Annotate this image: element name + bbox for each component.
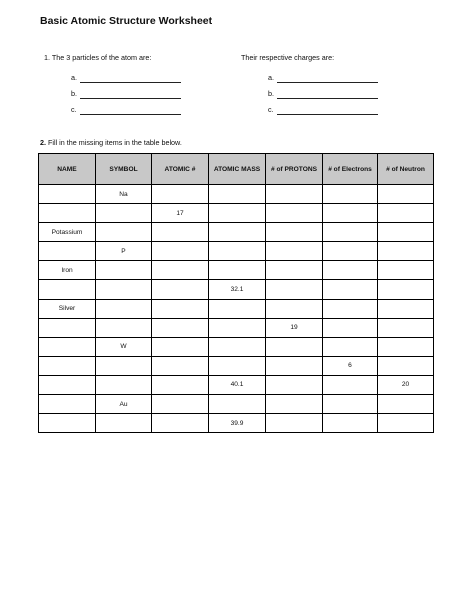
cell-atomic-mass[interactable] xyxy=(209,337,266,356)
blank-letter: b. xyxy=(268,89,274,98)
cell-electrons[interactable] xyxy=(323,318,378,337)
cell-symbol[interactable]: W xyxy=(96,337,152,356)
cell-atomic-number[interactable] xyxy=(152,356,209,375)
header-protons: # of PROTONS xyxy=(266,154,323,185)
cell-atomic-mass[interactable] xyxy=(209,395,266,414)
table-row xyxy=(39,223,434,242)
cell-electrons[interactable] xyxy=(323,223,378,242)
cell-neutrons[interactable] xyxy=(378,242,434,261)
cell-symbol[interactable]: Au xyxy=(96,395,152,414)
header-electrons: # of Electrons xyxy=(323,154,378,185)
question-1-prompt: 1. The 3 particles of the atom are: xyxy=(44,53,152,62)
header-atomic-mass: ATOMIC MASS xyxy=(209,154,266,185)
header-neutrons: # of Neutron xyxy=(378,154,434,185)
cell-symbol[interactable] xyxy=(96,204,152,223)
cell-name[interactable] xyxy=(39,356,96,375)
cell-neutrons[interactable] xyxy=(378,299,434,318)
cell-protons[interactable] xyxy=(266,299,323,318)
cell-symbol[interactable]: P xyxy=(96,242,152,261)
cell-symbol[interactable] xyxy=(96,223,152,242)
cell-symbol[interactable]: Na xyxy=(96,185,152,204)
cell-neutrons[interactable] xyxy=(378,204,434,223)
table-row xyxy=(39,356,434,375)
table-row xyxy=(39,318,434,337)
cell-symbol[interactable] xyxy=(96,375,152,394)
cell-atomic-mass[interactable] xyxy=(209,318,266,337)
question-2-text: Fill in the missing items in the table below. xyxy=(48,138,182,147)
cell-atomic-number[interactable]: 17 xyxy=(152,204,209,223)
table-row xyxy=(39,204,434,223)
cell-protons[interactable] xyxy=(266,223,323,242)
cell-neutrons[interactable] xyxy=(378,280,434,299)
cell-atomic-mass[interactable]: 39.9 xyxy=(209,414,266,433)
cell-protons[interactable] xyxy=(266,261,323,280)
cell-atomic-number[interactable] xyxy=(152,414,209,433)
cell-atomic-mass[interactable] xyxy=(209,242,266,261)
cell-atomic-number[interactable] xyxy=(152,337,209,356)
charge-blank-b[interactable] xyxy=(268,89,274,98)
table-row xyxy=(39,375,434,394)
cell-name[interactable] xyxy=(39,395,96,414)
cell-neutrons[interactable] xyxy=(378,223,434,242)
table-header-row xyxy=(39,154,434,185)
cell-name[interactable] xyxy=(39,280,96,299)
table-row xyxy=(39,242,434,261)
cell-atomic-number[interactable] xyxy=(152,395,209,414)
cell-atomic-mass[interactable] xyxy=(209,185,266,204)
blank-letter: b. xyxy=(71,89,77,98)
cell-protons[interactable] xyxy=(266,185,323,204)
cell-electrons[interactable] xyxy=(323,204,378,223)
cell-electrons[interactable] xyxy=(323,242,378,261)
cell-atomic-number[interactable] xyxy=(152,261,209,280)
cell-protons[interactable] xyxy=(266,337,323,356)
header-atomic-number: ATOMIC # xyxy=(152,154,209,185)
table-body xyxy=(39,185,434,433)
cell-name[interactable] xyxy=(39,204,96,223)
cell-protons[interactable]: 19 xyxy=(266,318,323,337)
cell-symbol[interactable] xyxy=(96,299,152,318)
cell-atomic-number[interactable] xyxy=(152,318,209,337)
cell-protons[interactable] xyxy=(266,375,323,394)
cell-symbol[interactable] xyxy=(96,414,152,433)
cell-neutrons[interactable] xyxy=(378,185,434,204)
cell-electrons[interactable] xyxy=(323,375,378,394)
cell-atomic-number[interactable] xyxy=(152,280,209,299)
answer-line xyxy=(277,98,378,99)
cell-atomic-number[interactable] xyxy=(152,375,209,394)
cell-name[interactable] xyxy=(39,375,96,394)
cell-electrons[interactable]: 6 xyxy=(323,356,378,375)
table-row xyxy=(39,395,434,414)
cell-atomic-mass[interactable]: 32.1 xyxy=(209,280,266,299)
cell-electrons[interactable] xyxy=(323,280,378,299)
particle-blank-a[interactable] xyxy=(71,73,77,82)
worksheet-title: Basic Atomic Structure Worksheet xyxy=(40,15,213,27)
cell-protons[interactable] xyxy=(266,395,323,414)
cell-atomic-mass[interactable] xyxy=(209,356,266,375)
cell-symbol[interactable] xyxy=(96,280,152,299)
blank-letter: c. xyxy=(268,105,274,114)
cell-neutrons[interactable] xyxy=(378,261,434,280)
cell-symbol[interactable] xyxy=(96,356,152,375)
cell-electrons[interactable] xyxy=(323,299,378,318)
answer-line xyxy=(80,82,181,83)
cell-electrons[interactable] xyxy=(323,261,378,280)
cell-name[interactable]: Iron xyxy=(39,261,96,280)
cell-protons[interactable] xyxy=(266,414,323,433)
answer-line xyxy=(80,98,181,99)
cell-electrons[interactable] xyxy=(323,337,378,356)
answer-line xyxy=(277,82,378,83)
cell-neutrons[interactable] xyxy=(378,414,434,433)
cell-name[interactable] xyxy=(39,414,96,433)
cell-neutrons[interactable] xyxy=(378,395,434,414)
table-row xyxy=(39,280,434,299)
table-row xyxy=(39,414,434,433)
answer-line xyxy=(277,114,378,115)
cell-name[interactable] xyxy=(39,318,96,337)
cell-neutrons[interactable] xyxy=(378,318,434,337)
cell-atomic-number[interactable] xyxy=(152,223,209,242)
blank-letter: a. xyxy=(71,73,77,82)
header-symbol: SYMBOL xyxy=(96,154,152,185)
cell-atomic-mass[interactable] xyxy=(209,223,266,242)
cell-atomic-mass[interactable]: 40.1 xyxy=(209,375,266,394)
question-2-number: 2. xyxy=(40,138,46,147)
cell-electrons[interactable] xyxy=(323,185,378,204)
cell-symbol[interactable] xyxy=(96,261,152,280)
question-2-prompt xyxy=(40,138,182,147)
cell-neutrons[interactable] xyxy=(378,337,434,356)
cell-atomic-number[interactable] xyxy=(152,242,209,261)
particle-blank-c[interactable] xyxy=(71,105,77,114)
cell-name[interactable] xyxy=(39,185,96,204)
blank-letter: a. xyxy=(268,73,274,82)
cell-atomic-number[interactable] xyxy=(152,185,209,204)
cell-protons[interactable] xyxy=(266,204,323,223)
particle-blank-b[interactable] xyxy=(71,89,77,98)
charge-blank-c[interactable] xyxy=(268,105,274,114)
table-row xyxy=(39,185,434,204)
cell-neutrons[interactable] xyxy=(378,356,434,375)
cell-electrons[interactable] xyxy=(323,414,378,433)
atomic-structure-table xyxy=(38,153,434,433)
cell-name[interactable] xyxy=(39,337,96,356)
cell-protons[interactable] xyxy=(266,242,323,261)
charge-blank-a[interactable] xyxy=(268,73,274,82)
cell-neutrons[interactable]: 20 xyxy=(378,375,434,394)
cell-protons[interactable] xyxy=(266,280,323,299)
answer-line xyxy=(80,114,181,115)
table-row xyxy=(39,337,434,356)
cell-protons[interactable] xyxy=(266,356,323,375)
cell-name[interactable] xyxy=(39,242,96,261)
question-1-charges-prompt: Their respective charges are: xyxy=(241,53,335,62)
cell-atomic-mass[interactable] xyxy=(209,204,266,223)
cell-atomic-mass[interactable] xyxy=(209,261,266,280)
header-name: NAME xyxy=(39,154,96,185)
cell-name[interactable]: Silver xyxy=(39,299,96,318)
cell-symbol[interactable] xyxy=(96,318,152,337)
table-row xyxy=(39,299,434,318)
cell-atomic-mass[interactable] xyxy=(209,299,266,318)
cell-name[interactable]: Potassium xyxy=(39,223,96,242)
table-row xyxy=(39,261,434,280)
blank-letter: c. xyxy=(71,105,77,114)
cell-atomic-number[interactable] xyxy=(152,299,209,318)
cell-electrons[interactable] xyxy=(323,395,378,414)
